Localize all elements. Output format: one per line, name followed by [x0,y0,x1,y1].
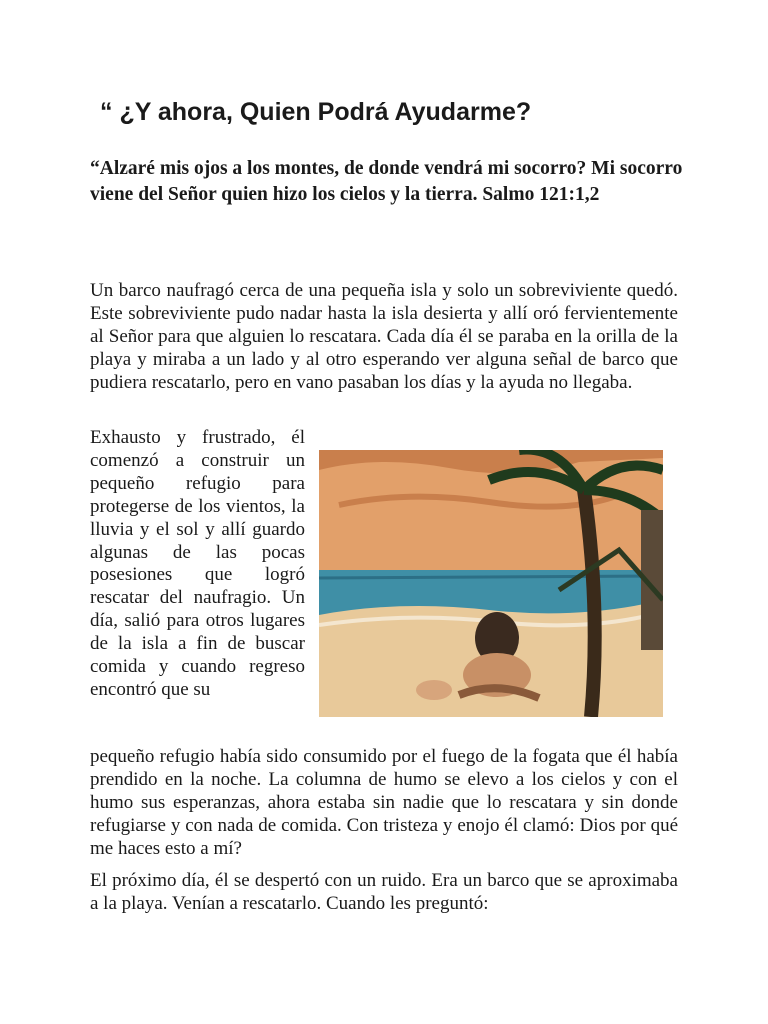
paragraph-1: Un barco naufragó cerca de una pequeña isla y solo un sobreviviente quedó. Este sobreviviente pudo nadar hasta la isla desierta y allí oró fervientemente al Señor para que alguien lo rescatara. Cada día él se paraba en la orilla de la playa y miraba a un lado y al otro esperando ver alguna señal de barco que pudiera rescatarlo, pero en vano pasaban los días y la ayuda no llegaba. [90,280,678,393]
horizon-line [319,576,663,578]
coconut-pile [416,680,452,700]
island-scene [319,450,663,717]
paragraph-2: Exhausto y frustrado, él comenzó a construir un pequeño refugio para protegerse de los vientos, la lluvia y el sol y allí guardo algunas de las pocas posesiones que logró rescatar del naufragio. Un día, salió para otros lugares de la isla a fin de buscar comida y cuando regreso encontró que su [90,427,305,700]
paragraph-3: pequeño refugio había sido consumido por el fuego de la fogata que él había prendido en la noche. La columna de humo se elevo a los cielos y con el humo sus esperanzas, ahora estaba sin nadie que lo rescatara y sin donde refugiarse y con nada de comida. Con tristeza y enojo él clamó: Dios por qué me haces esto a mí? [90,746,678,859]
paragraph-4: El próximo día, él se despertó con un ruido. Era un barco que se aproximaba a la playa. Venían a rescatarlo. Cuando les preguntó: [90,870,678,914]
page-title: “ ¿Y ahora, Quien Podrá Ayudarme? [100,98,532,126]
bible-verse: “Alzaré mis ojos a los montes, de donde vendrá mi socorro? Mi socorro viene del Señor quien hizo los cielos y la tierra. Salmo 121:1,2 [90,158,683,205]
castaway-illustration [319,450,663,717]
